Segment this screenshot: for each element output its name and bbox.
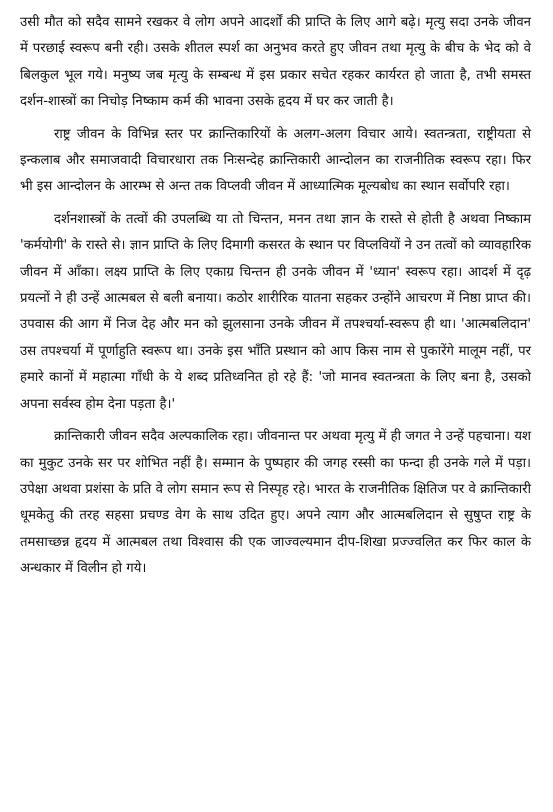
paragraph-3: दर्शनशास्त्रों के तत्वों की उपलब्धि या तो चिन्तन, मनन तथा ज्ञान के रास्ते से होती है अथवा निष्काम 'कर्मयोगी' के रास्ते से। ज्ञान प्राप्ति के लिए दिमागी कसरत के स्थान पर विप्लवियों ने उन तत्वों को व्यावहारिक जीवन में आँका। लक्ष्य प्राप्ति के लिए एकाग्र चिन्तन ही उनके जीवन में 'ध्यान' स्वरूप रहा। आदर्श में दृढ़ प्रयत्नों ने ही उन्हें आत्मबल से बली बनाया। कठोर शारीरिक यातना सहकर उन्होंने आचरण में निष्ठा प्राप्त की। उपवास की आग में निज देह और मन को झुलसाना उनके जीवन में तपश्चर्या-स्वरूप ही था। 'आत्मबलिदान' उस तपश्चर्या में पूर्णाहुति स्वरूप था। उनके इस भाँति प्रस्थान को आप किस नाम से पुकारेंगे मालूम नहीं, पर हमारे कानों में महात्मा गाँधी के ये शब्द प्रतिध्वनित हो रहे हैं: 'जो मानव स्वतन्त्रता के लिए बना है, उसको अपना सर्वस्व होम देना पड़ता है।' xyxy=(20,211,531,412)
paragraph-1: उसी मौत को सदैव सामने रखकर वे लोग अपने आदर्शों की प्राप्ति के लिए आगे बढ़े। मृत्यु सदा उनके जीवन में परछाई स्वरूप बनी रही। उसके शीतल स्पर्श का अनुभव करते हुए जीवन तथा मृत्यु के बीच के भेद को वे बिलकुल भूल गये। मनुष्य जब मृत्यु के सम्बन्ध में इस प्रकार सचेत रहकर कार्यरत हो जाता है, तभी समस्त दर्शन-शास्त्रों का निचोड़ निष्काम कर्म की भावना उसके हृदय में घर कर जाती है। xyxy=(20,15,531,110)
paragraph-4: क्रान्तिकारी जीवन सदैव अल्पकालिक रहा। जीवनान्त पर अथवा मृत्यु में ही जगत ने उन्हें पहचाना। यश का मुकुट उनके सर पर शोभित नहीं है। सम्मान के पुष्पहार की जगह रस्सी का फन्दा ही उनके गले में पड़ा। उपेक्षा अथवा प्रशंसा के प्रति वे लोग समान रूप से निस्पृह रहे। भारत के राजनीतिक क्षितिज पर वे क्रान्तिकारी धूमकेतु की तरह सहसा प्रचण्ड वेग के साथ उदित हुए। अपने त्याग और आत्मबलिदान से सुषुप्त राष्ट्र के तमसाच्छन्न हृदय में आत्मबल तथा विश्वास की एक जाज्वल्यमान दीप-शिखा प्रज्ज्वलित कर फिर काल के अन्धकार में विलीन हो गये। xyxy=(20,429,531,577)
paragraph-2: राष्ट्र जीवन के विभिन्न स्तर पर क्रान्तिकारियों के अलग-अलग विचार आये। स्वतन्त्रता, राष्ट्रीयता से इन्कलाब और समाजवादी विचारधारा तक निःसन्देह क्रान्तिकारी आन्दोलन का राजनीतिक स्वरूप रहा। फिर भी इस आन्दोलन के आरम्भ से अन्त तक विप्लवी जीवन में आध्यात्मिक मूल्यबोध का स्थान सर्वोपरि रहा। xyxy=(20,126,531,195)
